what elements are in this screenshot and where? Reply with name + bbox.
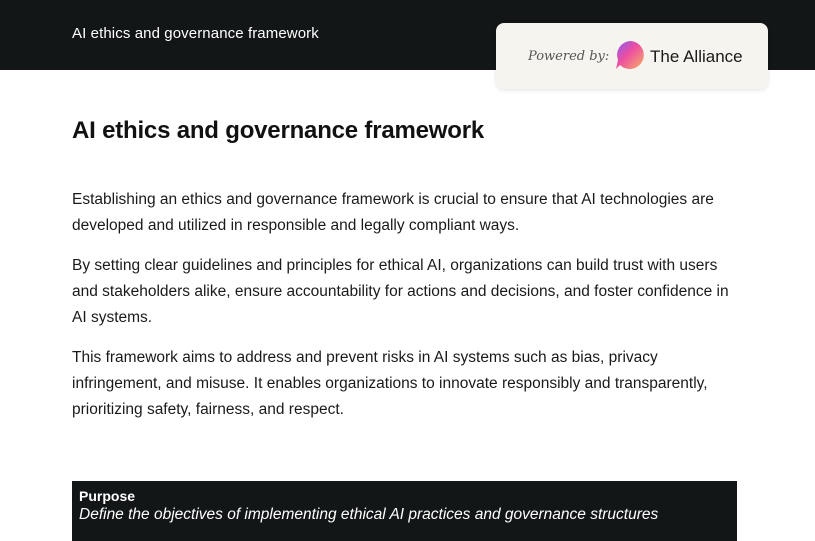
intro-paragraph: Establishing an ethics and governance framework is crucial to ensure that AI technologies are developed and utilized in responsible and legally compliant ways. <box>72 191 714 234</box>
brand-name: The Alliance <box>650 47 743 66</box>
intro-content <box>72 187 742 437</box>
purpose-description: Define the objectives of implementing ethical AI practices and governance structures <box>79 506 659 523</box>
alliance-logo-icon <box>615 40 645 70</box>
header-title: AI ethics and governance framework <box>72 25 319 42</box>
purpose-section <box>72 481 737 541</box>
page-title: AI ethics and governance framework <box>72 117 485 144</box>
powered-by-badge[interactable] <box>496 23 768 89</box>
powered-by-label: Powered by: <box>528 49 610 64</box>
purpose-heading: Purpose <box>79 488 136 504</box>
intro-paragraph: This framework aims to address and prevent risks in AI systems such as bias, privacy infringement, and misuse. It enables organizations to innovate responsibly and transparently, prioritizing safety, fairness, and respect. <box>72 349 708 418</box>
intro-paragraph: By setting clear guidelines and principles for ethical AI, organizations can build trust with users and stakeholders alike, ensure accountability for actions and decisions, and foster confidence in AI systems. <box>72 257 729 326</box>
